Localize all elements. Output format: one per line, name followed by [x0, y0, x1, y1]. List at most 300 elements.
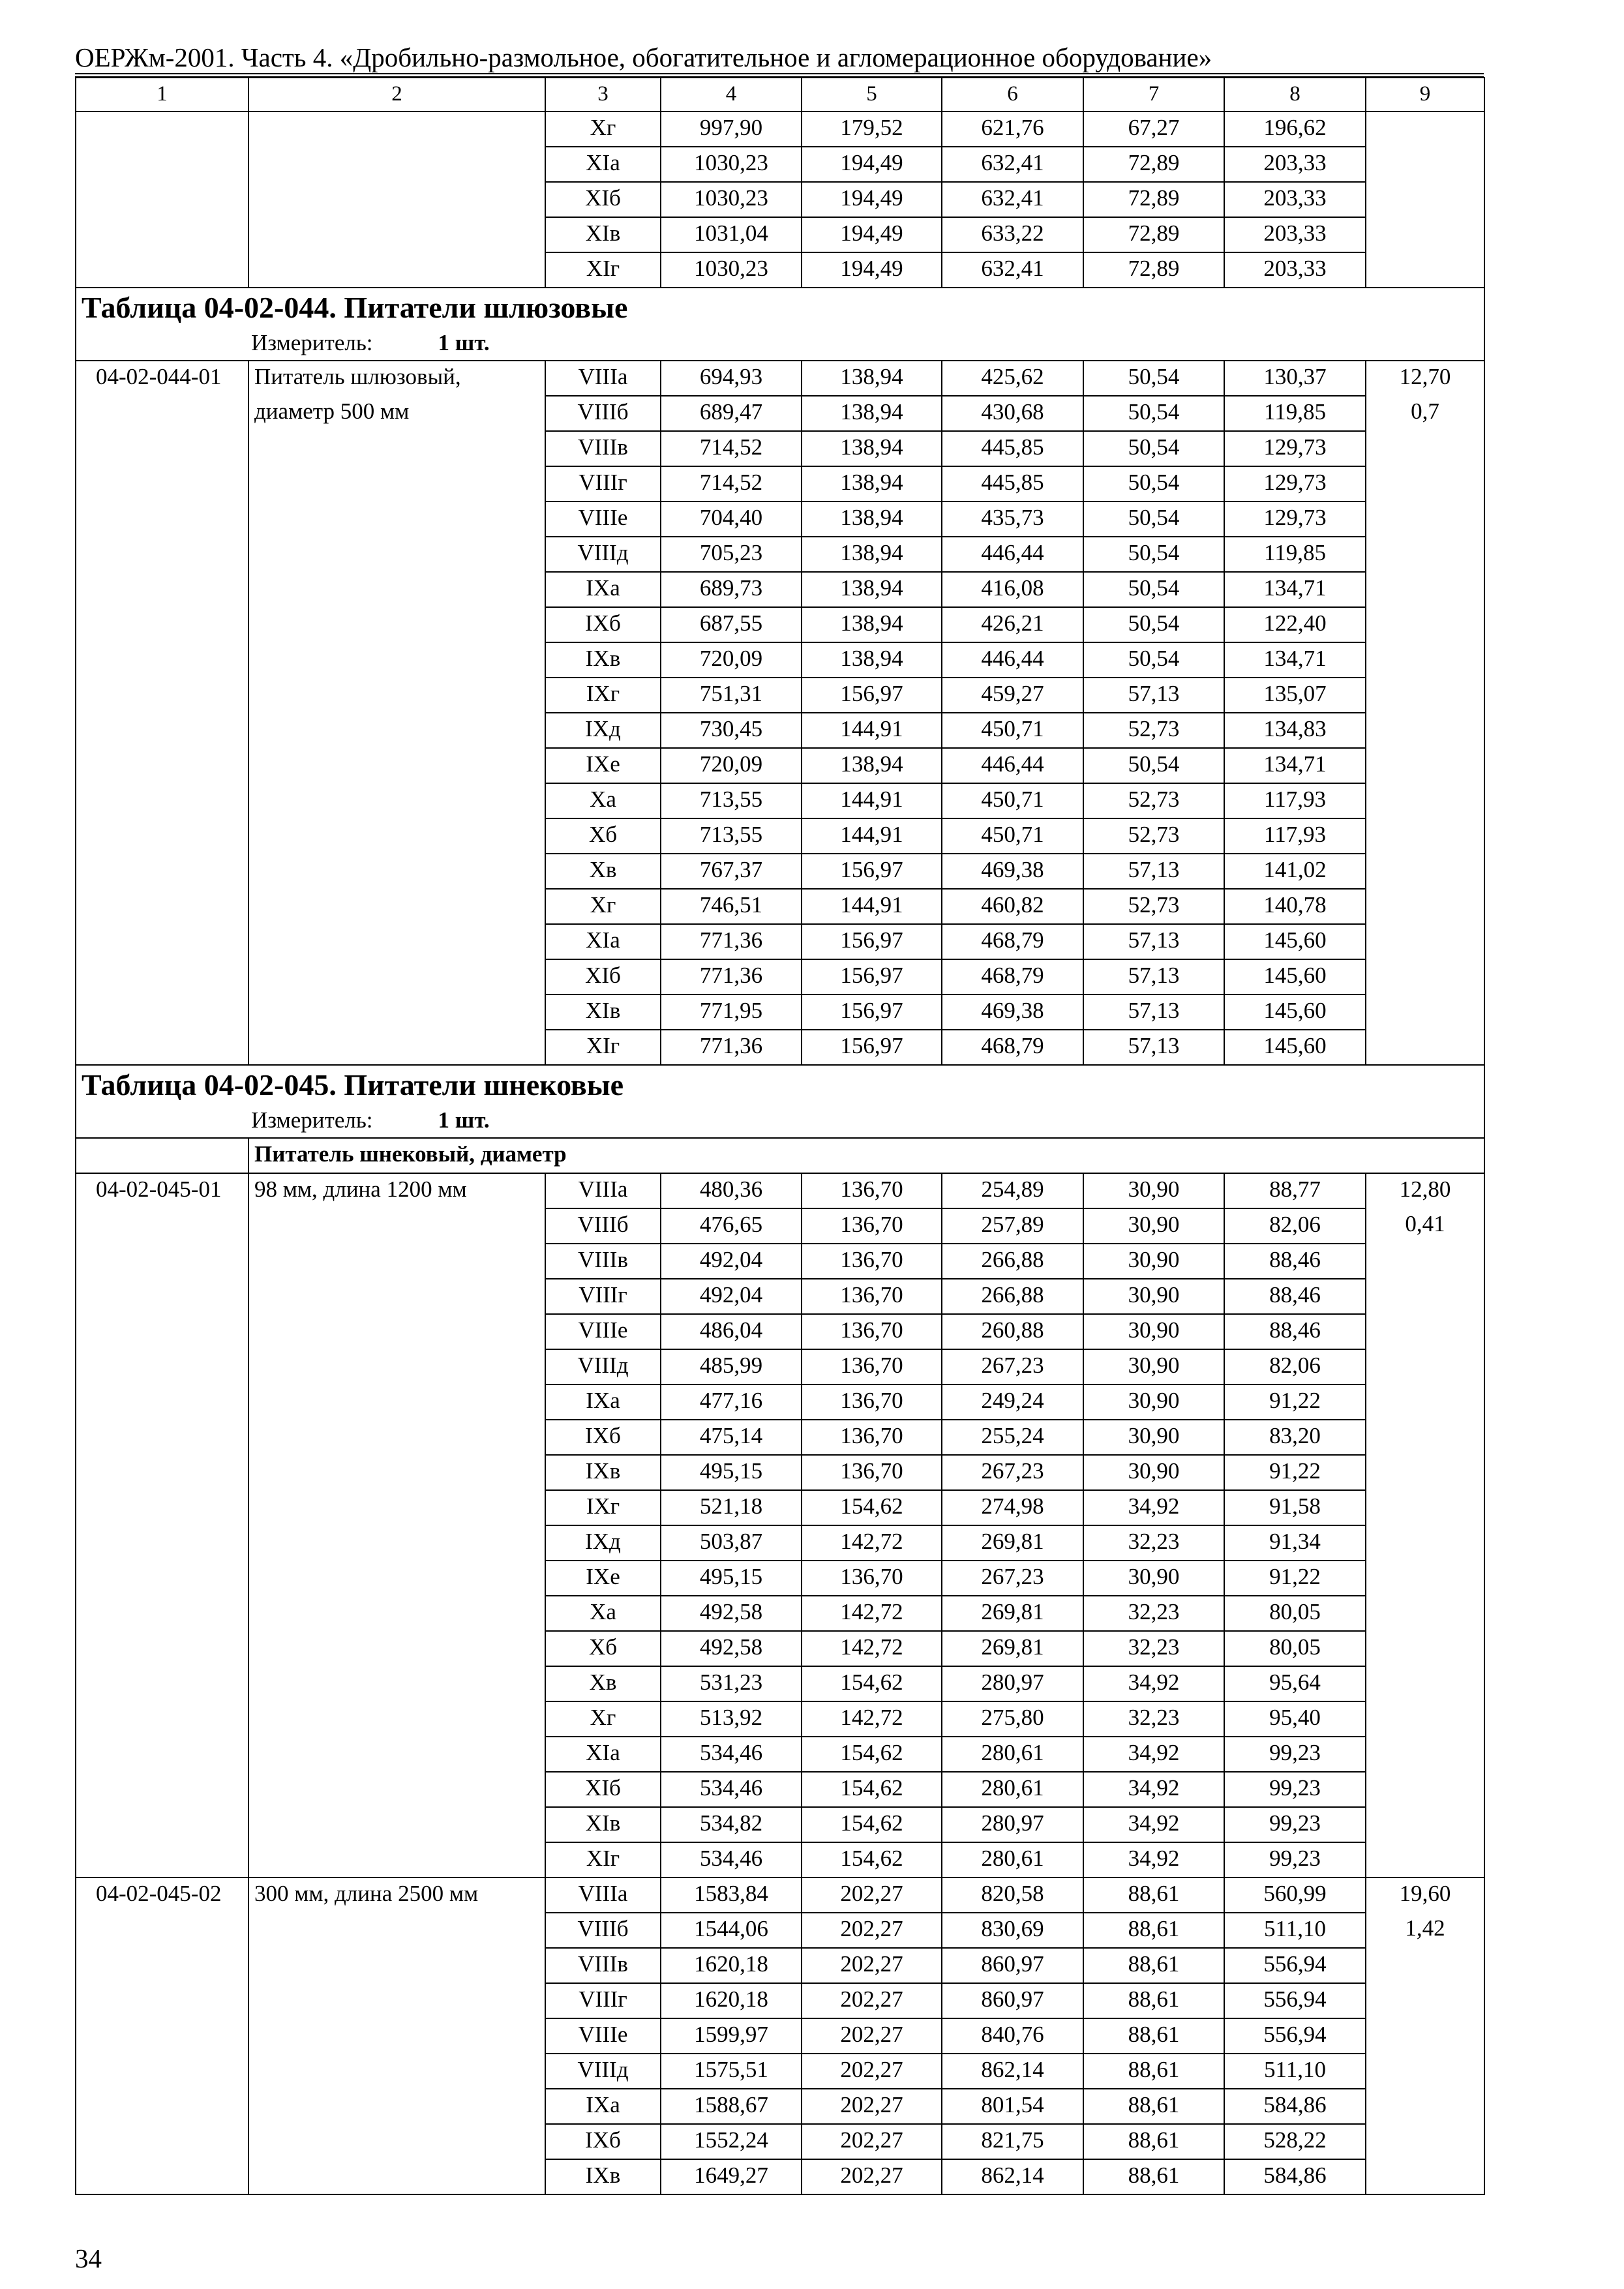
item-description: диаметр 500 мм: [248, 396, 545, 431]
value-cell: 72,89: [1083, 147, 1224, 182]
item-code: [76, 1208, 248, 1244]
mass-cell: [1366, 1842, 1484, 1878]
mass-cell: [1366, 2018, 1484, 2054]
value-cell: 142,72: [802, 1596, 942, 1631]
zone-cell: VIIIг: [545, 1983, 661, 2018]
value-cell: 450,71: [942, 713, 1083, 748]
value-cell: 202,27: [802, 1948, 942, 1983]
value-cell: 154,62: [802, 1737, 942, 1772]
zone-cell: IXа: [545, 1384, 661, 1420]
value-cell: 88,61: [1083, 1913, 1224, 1948]
table-row: [76, 642, 1484, 678]
zone-cell: XIв: [545, 995, 661, 1030]
zone-cell: VIIIб: [545, 396, 661, 431]
value-cell: 72,89: [1083, 252, 1224, 288]
value-cell: 52,73: [1083, 818, 1224, 854]
value-cell: 88,61: [1083, 2159, 1224, 2194]
value-cell: 194,49: [802, 217, 942, 252]
value-cell: 689,73: [661, 572, 802, 607]
page-header: ОЕРЖм-2001. Часть 4. «Дробильно-размольное, обогатительное и агломерационное оборудование»: [75, 42, 1212, 72]
value-cell: 136,70: [802, 1349, 942, 1384]
mass-cell: [1366, 607, 1484, 642]
mass-cell: 19,60: [1366, 1878, 1484, 1913]
item-code: [76, 1631, 248, 1666]
item-code: [76, 217, 248, 252]
column-number: 9: [1366, 78, 1484, 112]
value-cell: 50,54: [1083, 396, 1224, 431]
item-description: [248, 642, 545, 678]
table-row: [76, 1737, 1484, 1772]
item-description: [248, 431, 545, 466]
item-code: [76, 1030, 248, 1065]
value-cell: 88,46: [1224, 1314, 1366, 1349]
value-cell: 492,04: [661, 1244, 802, 1279]
mass-cell: 0,7: [1366, 396, 1484, 431]
value-cell: 30,90: [1083, 1420, 1224, 1455]
value-cell: 134,71: [1224, 572, 1366, 607]
value-cell: 34,92: [1083, 1807, 1224, 1842]
value-cell: 82,06: [1224, 1349, 1366, 1384]
value-cell: 1575,51: [661, 2054, 802, 2089]
table-row: [76, 252, 1484, 288]
value-cell: 134,71: [1224, 748, 1366, 783]
value-cell: 95,40: [1224, 1701, 1366, 1737]
table-row: [76, 1772, 1484, 1807]
table-row: [76, 1983, 1484, 2018]
value-cell: 492,04: [661, 1279, 802, 1314]
value-cell: 801,54: [942, 2089, 1083, 2124]
zone-cell: IXб: [545, 2124, 661, 2159]
value-cell: 556,94: [1224, 1983, 1366, 2018]
value-cell: 156,97: [802, 678, 942, 713]
table-row: [76, 889, 1484, 924]
value-cell: 446,44: [942, 642, 1083, 678]
value-cell: 584,86: [1224, 2089, 1366, 2124]
table-row: [76, 818, 1484, 854]
value-cell: 136,70: [802, 1561, 942, 1596]
value-cell: 34,92: [1083, 1772, 1224, 1807]
table-row: [76, 678, 1484, 713]
item-code: [76, 1525, 248, 1561]
mass-cell: [1366, 2089, 1484, 2124]
item-description: [248, 252, 545, 288]
item-code: [76, 2018, 248, 2054]
item-description: [248, 1666, 545, 1701]
mass-cell: 12,70: [1366, 361, 1484, 396]
value-cell: 32,23: [1083, 1631, 1224, 1666]
table-row: [76, 1279, 1484, 1314]
value-cell: 687,55: [661, 607, 802, 642]
table-row: [76, 607, 1484, 642]
item-code: [76, 1701, 248, 1737]
item-code: [76, 1666, 248, 1701]
value-cell: 450,71: [942, 818, 1083, 854]
item-code: [76, 1983, 248, 2018]
value-cell: 67,27: [1083, 112, 1224, 147]
mass-cell: [1366, 1596, 1484, 1631]
mass-cell: [1366, 995, 1484, 1030]
value-cell: 1583,84: [661, 1878, 802, 1913]
mass-cell: [1366, 431, 1484, 466]
value-cell: 141,02: [1224, 854, 1366, 889]
item-code: [76, 1455, 248, 1490]
table-row: [76, 466, 1484, 501]
value-cell: 134,71: [1224, 642, 1366, 678]
item-description: [248, 1807, 545, 1842]
item-code: [76, 959, 248, 995]
value-cell: 556,94: [1224, 2018, 1366, 2054]
value-cell: 142,72: [802, 1525, 942, 1561]
value-cell: 138,94: [802, 396, 942, 431]
mass-cell: [1366, 252, 1484, 288]
value-cell: 1588,67: [661, 2089, 802, 2124]
mass-cell: [1366, 2159, 1484, 2194]
value-cell: 34,92: [1083, 1666, 1224, 1701]
zone-cell: XIб: [545, 959, 661, 995]
value-cell: 513,92: [661, 1701, 802, 1737]
value-cell: 560,99: [1224, 1878, 1366, 1913]
value-cell: 426,21: [942, 607, 1083, 642]
value-cell: 32,23: [1083, 1701, 1224, 1737]
item-code: [76, 2124, 248, 2159]
mass-cell: 1,42: [1366, 1913, 1484, 1948]
value-cell: 154,62: [802, 1807, 942, 1842]
value-cell: 269,81: [942, 1631, 1083, 1666]
mass-cell: [1366, 713, 1484, 748]
value-cell: 50,54: [1083, 537, 1224, 572]
item-description: [248, 501, 545, 537]
value-cell: 705,23: [661, 537, 802, 572]
value-cell: 50,54: [1083, 466, 1224, 501]
value-cell: 144,91: [802, 889, 942, 924]
value-cell: 511,10: [1224, 1913, 1366, 1948]
value-cell: 632,41: [942, 252, 1083, 288]
item-code: 04-02-044-01: [76, 361, 248, 396]
value-cell: 88,46: [1224, 1244, 1366, 1279]
value-cell: 771,36: [661, 924, 802, 959]
value-cell: 156,97: [802, 1030, 942, 1065]
value-cell: 135,07: [1224, 678, 1366, 713]
zone-cell: IXг: [545, 678, 661, 713]
item-description: [248, 572, 545, 607]
value-cell: 860,97: [942, 1983, 1083, 2018]
value-cell: 492,58: [661, 1596, 802, 1631]
mass-cell: [1366, 537, 1484, 572]
value-cell: 997,90: [661, 112, 802, 147]
mass-cell: [1366, 1525, 1484, 1561]
item-code: [76, 1279, 248, 1314]
zone-cell: VIIIг: [545, 1279, 661, 1314]
value-cell: 730,45: [661, 713, 802, 748]
table-row: [76, 1208, 1484, 1244]
value-cell: 88,61: [1083, 2089, 1224, 2124]
value-cell: 280,97: [942, 1807, 1083, 1842]
table-row: [76, 361, 1484, 396]
subheading-row: [76, 1138, 1484, 1173]
item-description: [248, 1842, 545, 1878]
zone-cell: VIIIа: [545, 1173, 661, 1208]
table-row: [76, 2089, 1484, 2124]
value-cell: 80,05: [1224, 1631, 1366, 1666]
zone-cell: Хг: [545, 1701, 661, 1737]
item-code: [76, 1420, 248, 1455]
mass-cell: [1366, 1455, 1484, 1490]
item-code: [76, 112, 248, 147]
value-cell: 202,27: [802, 1983, 942, 2018]
zone-cell: VIIIв: [545, 1244, 661, 1279]
value-cell: 416,08: [942, 572, 1083, 607]
unit-label: Измеритель:: [251, 330, 373, 355]
value-cell: 425,62: [942, 361, 1083, 396]
value-cell: 503,87: [661, 1525, 802, 1561]
subheading: Питатель шнековый, диаметр: [248, 1138, 1484, 1173]
value-cell: 840,76: [942, 2018, 1083, 2054]
value-cell: 202,27: [802, 2089, 942, 2124]
zone-cell: IXд: [545, 713, 661, 748]
zone-cell: IXд: [545, 1525, 661, 1561]
value-cell: 280,61: [942, 1772, 1083, 1807]
item-description: [248, 818, 545, 854]
value-cell: 95,64: [1224, 1666, 1366, 1701]
item-code: [76, 642, 248, 678]
value-cell: 704,40: [661, 501, 802, 537]
value-cell: 50,54: [1083, 361, 1224, 396]
mass-cell: [1366, 2124, 1484, 2159]
value-cell: 495,15: [661, 1561, 802, 1596]
unit-value: 1 шт.: [438, 1107, 490, 1133]
value-cell: 477,16: [661, 1384, 802, 1420]
table-row: [76, 854, 1484, 889]
item-code: [76, 854, 248, 889]
value-cell: 713,55: [661, 783, 802, 818]
item-description: [248, 1561, 545, 1596]
value-cell: 50,54: [1083, 431, 1224, 466]
value-cell: 475,14: [661, 1420, 802, 1455]
value-cell: 57,13: [1083, 995, 1224, 1030]
value-cell: 52,73: [1083, 889, 1224, 924]
value-cell: 154,62: [802, 1842, 942, 1878]
item-code: [76, 889, 248, 924]
value-cell: 196,62: [1224, 112, 1366, 147]
value-cell: 99,23: [1224, 1842, 1366, 1878]
value-cell: 142,72: [802, 1631, 942, 1666]
zone-cell: VIIIг: [545, 466, 661, 501]
value-cell: 30,90: [1083, 1384, 1224, 1420]
value-cell: 88,61: [1083, 1878, 1224, 1913]
value-cell: 534,46: [661, 1842, 802, 1878]
zone-cell: XIа: [545, 147, 661, 182]
value-cell: 821,75: [942, 2124, 1083, 2159]
item-description: [248, 783, 545, 818]
column-number-row: [76, 78, 1484, 112]
item-description: [248, 924, 545, 959]
item-code: [76, 607, 248, 642]
value-cell: 119,85: [1224, 396, 1366, 431]
mass-cell: [1366, 1490, 1484, 1525]
table-row: [76, 1455, 1484, 1490]
item-description: [248, 1525, 545, 1561]
item-code: 04-02-045-01: [76, 1173, 248, 1208]
value-cell: 694,93: [661, 361, 802, 396]
value-cell: 136,70: [802, 1279, 942, 1314]
mass-cell: [1366, 1737, 1484, 1772]
mass-cell: [1366, 1279, 1484, 1314]
value-cell: 771,36: [661, 959, 802, 995]
value-cell: 511,10: [1224, 2054, 1366, 2089]
item-code: [76, 1772, 248, 1807]
value-cell: 476,65: [661, 1208, 802, 1244]
value-cell: 202,27: [802, 2159, 942, 2194]
value-cell: 267,23: [942, 1349, 1083, 1384]
zone-cell: VIIIб: [545, 1208, 661, 1244]
item-description: [248, 1420, 545, 1455]
value-cell: 88,61: [1083, 1983, 1224, 2018]
page-number: 34: [75, 2243, 102, 2273]
value-cell: 138,94: [802, 537, 942, 572]
value-cell: 720,09: [661, 748, 802, 783]
value-cell: 88,61: [1083, 2054, 1224, 2089]
table-title: Таблица 04-02-045. Питатели шнековые: [82, 1068, 624, 1101]
item-code: [76, 252, 248, 288]
value-cell: 203,33: [1224, 217, 1366, 252]
item-code: [76, 466, 248, 501]
item-code: [76, 818, 248, 854]
value-cell: 179,52: [802, 112, 942, 147]
value-cell: 50,54: [1083, 501, 1224, 537]
value-cell: 154,62: [802, 1772, 942, 1807]
item-description: [248, 1701, 545, 1737]
value-cell: 266,88: [942, 1244, 1083, 1279]
item-description: [248, 1314, 545, 1349]
value-cell: 534,46: [661, 1737, 802, 1772]
zone-cell: Хб: [545, 1631, 661, 1666]
mass-cell: [1366, 1349, 1484, 1384]
table-row: [76, 783, 1484, 818]
column-number: 8: [1224, 78, 1366, 112]
value-cell: 117,93: [1224, 783, 1366, 818]
value-cell: 203,33: [1224, 252, 1366, 288]
mass-cell: [1366, 1983, 1484, 2018]
value-cell: 138,94: [802, 642, 942, 678]
item-code: [76, 1596, 248, 1631]
item-description: [248, 537, 545, 572]
header-rule: [75, 73, 1484, 74]
value-cell: 862,14: [942, 2159, 1083, 2194]
value-cell: 57,13: [1083, 854, 1224, 889]
value-cell: 194,49: [802, 147, 942, 182]
item-description: [248, 959, 545, 995]
mass-cell: [1366, 1030, 1484, 1065]
mass-cell: [1366, 572, 1484, 607]
value-cell: 720,09: [661, 642, 802, 678]
mass-cell: [1366, 217, 1484, 252]
mass-cell: [1366, 678, 1484, 713]
value-cell: 830,69: [942, 1913, 1083, 1948]
value-cell: 1031,04: [661, 217, 802, 252]
value-cell: 260,88: [942, 1314, 1083, 1349]
item-description: [248, 147, 545, 182]
item-description: [248, 2124, 545, 2159]
item-code: [76, 2089, 248, 2124]
table-row: [76, 1631, 1484, 1666]
value-cell: 32,23: [1083, 1596, 1224, 1631]
value-cell: 495,15: [661, 1455, 802, 1490]
item-code: [76, 1807, 248, 1842]
mass-cell: [1366, 182, 1484, 217]
value-cell: 34,92: [1083, 1842, 1224, 1878]
item-description: [248, 854, 545, 889]
value-cell: 144,91: [802, 783, 942, 818]
item-code: [76, 431, 248, 466]
value-cell: 1599,97: [661, 2018, 802, 2054]
value-cell: 57,13: [1083, 959, 1224, 995]
value-cell: 746,51: [661, 889, 802, 924]
item-code: [76, 1737, 248, 1772]
column-number: 5: [802, 78, 942, 112]
item-description: [248, 1030, 545, 1065]
mass-cell: [1366, 818, 1484, 854]
value-cell: 445,85: [942, 466, 1083, 501]
value-cell: 1649,27: [661, 2159, 802, 2194]
zone-cell: VIIIе: [545, 2018, 661, 2054]
item-description: [248, 2054, 545, 2089]
table-row: [76, 182, 1484, 217]
value-cell: 50,54: [1083, 642, 1224, 678]
mass-cell: [1366, 889, 1484, 924]
item-description: 300 мм, длина 2500 мм: [248, 1878, 545, 1913]
value-cell: 249,24: [942, 1384, 1083, 1420]
zone-cell: VIIIа: [545, 1878, 661, 1913]
value-cell: 138,94: [802, 748, 942, 783]
value-cell: 136,70: [802, 1455, 942, 1490]
value-cell: 99,23: [1224, 1807, 1366, 1842]
value-cell: 129,73: [1224, 466, 1366, 501]
mass-cell: [1366, 1807, 1484, 1842]
value-cell: 1030,23: [661, 182, 802, 217]
value-cell: 52,73: [1083, 783, 1224, 818]
value-cell: 203,33: [1224, 182, 1366, 217]
zone-cell: VIIIб: [545, 1913, 661, 1948]
item-code: [76, 572, 248, 607]
item-code: [76, 147, 248, 182]
value-cell: 1030,23: [661, 147, 802, 182]
value-cell: 714,52: [661, 466, 802, 501]
item-code: [76, 1948, 248, 1983]
value-cell: 771,95: [661, 995, 802, 1030]
item-code: [76, 2159, 248, 2194]
value-cell: 144,91: [802, 713, 942, 748]
zone-cell: IXе: [545, 748, 661, 783]
item-code: [76, 396, 248, 431]
value-cell: 860,97: [942, 1948, 1083, 1983]
table-row: [76, 2054, 1484, 2089]
table-row: [76, 147, 1484, 182]
value-cell: 30,90: [1083, 1349, 1224, 1384]
item-description: [248, 889, 545, 924]
unit-value: 1 шт.: [438, 330, 490, 355]
value-cell: 136,70: [802, 1208, 942, 1244]
value-cell: 156,97: [802, 854, 942, 889]
zone-cell: VIIIе: [545, 501, 661, 537]
value-cell: 633,22: [942, 217, 1083, 252]
value-cell: 57,13: [1083, 1030, 1224, 1065]
value-cell: 254,89: [942, 1173, 1083, 1208]
value-cell: 88,61: [1083, 2124, 1224, 2159]
value-cell: 30,90: [1083, 1455, 1224, 1490]
value-cell: 117,93: [1224, 818, 1366, 854]
unit-label: Измеритель:: [251, 1107, 373, 1133]
value-cell: 138,94: [802, 501, 942, 537]
